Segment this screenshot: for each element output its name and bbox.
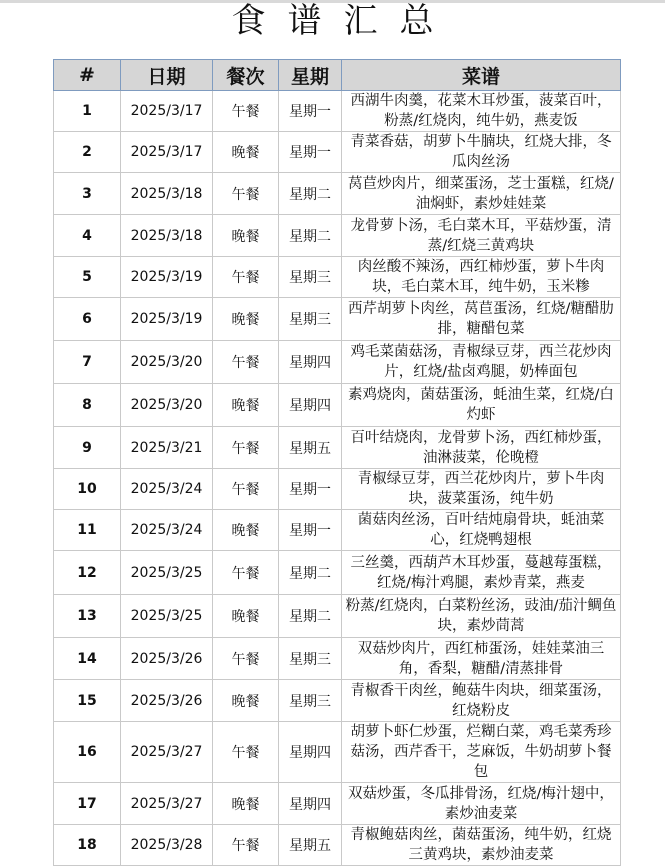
row-dishes: 双菇炒肉片，西红柿蛋汤，娃娃菜油三角，香梨，糖醋/清蒸排骨 — [342, 638, 621, 680]
row-meal: 午餐 — [213, 825, 279, 866]
row-dishes: 胡萝卜虾仁炒蛋，烂糊白菜，鸡毛菜秀珍菇汤，西芹香干，芝麻饭，牛奶胡萝卜餐包 — [342, 722, 621, 783]
row-weekday: 星期二 — [279, 173, 342, 215]
row-meal: 午餐 — [213, 427, 279, 469]
row-number: 8 — [54, 384, 121, 427]
table-row — [54, 427, 621, 469]
row-weekday: 星期四 — [279, 341, 342, 384]
header-row — [54, 60, 621, 91]
table-row — [54, 91, 621, 132]
row-dishes: 莴苣炒肉片，细菜蛋汤，芝士蛋糕，红烧/油焖虾，素炒娃娃菜 — [342, 173, 621, 215]
table-row — [54, 215, 621, 257]
row-weekday: 星期三 — [279, 298, 342, 341]
row-meal: 晚餐 — [213, 680, 279, 722]
row-number: 15 — [54, 680, 121, 722]
table-row — [54, 722, 621, 783]
row-dishes: 百叶结烧肉，龙骨萝卜汤，西红柿炒蛋，油淋菠菜，伦晚橙 — [342, 427, 621, 469]
row-meal: 晚餐 — [213, 384, 279, 427]
row-date: 2025/3/27 — [121, 783, 213, 825]
row-meal: 晚餐 — [213, 595, 279, 638]
row-meal: 晚餐 — [213, 215, 279, 257]
row-number: 14 — [54, 638, 121, 680]
row-dishes: 素鸡烧肉，菌菇蛋汤，蚝油生菜，红烧/白灼虾 — [342, 384, 621, 427]
row-number: 4 — [54, 215, 121, 257]
row-number: 18 — [54, 825, 121, 866]
row-date: 2025/3/27 — [121, 722, 213, 783]
row-number: 6 — [54, 298, 121, 341]
row-date: 2025/3/19 — [121, 298, 213, 341]
row-weekday: 星期五 — [279, 825, 342, 866]
row-dishes: 肉丝酸不辣汤，西红柿炒蛋，萝卜牛肉块，毛白菜木耳，纯牛奶，玉米糁 — [342, 257, 621, 298]
row-dishes: 菌菇肉丝汤，百叶结炖扇骨块，蚝油菜心，红烧鸭翅根 — [342, 510, 621, 551]
row-dishes: 三丝羹，西葫芦木耳炒蛋，蔓越莓蛋糕，红烧/梅汁鸡腿，素炒青菜，燕麦 — [342, 551, 621, 595]
table-row — [54, 825, 621, 866]
row-meal: 午餐 — [213, 469, 279, 510]
table-row — [54, 469, 621, 510]
row-meal: 午餐 — [213, 638, 279, 680]
page-title: 食谱汇总 — [231, 1, 456, 41]
row-date: 2025/3/28 — [121, 825, 213, 866]
table-row — [54, 341, 621, 384]
menu-table — [53, 59, 621, 866]
table-row — [54, 173, 621, 215]
row-date: 2025/3/24 — [121, 510, 213, 551]
row-date: 2025/3/17 — [121, 132, 213, 173]
row-date: 2025/3/26 — [121, 680, 213, 722]
row-number: 17 — [54, 783, 121, 825]
table-row — [54, 132, 621, 173]
row-number: 13 — [54, 595, 121, 638]
row-weekday: 星期三 — [279, 680, 342, 722]
row-date: 2025/3/18 — [121, 173, 213, 215]
row-weekday: 星期四 — [279, 783, 342, 825]
row-weekday: 星期四 — [279, 722, 342, 783]
row-weekday: 星期二 — [279, 215, 342, 257]
row-date: 2025/3/17 — [121, 91, 213, 132]
row-meal: 午餐 — [213, 91, 279, 132]
row-meal: 晚餐 — [213, 510, 279, 551]
row-weekday: 星期三 — [279, 638, 342, 680]
row-dishes: 双菇炒蛋，冬瓜排骨汤，红烧/梅汁翅中，素炒油麦菜 — [342, 783, 621, 825]
row-meal: 午餐 — [213, 257, 279, 298]
table-row — [54, 384, 621, 427]
row-dishes: 青椒香干肉丝，鲍菇牛肉块，细菜蛋汤，红烧粉皮 — [342, 680, 621, 722]
row-weekday: 星期二 — [279, 595, 342, 638]
row-weekday: 星期三 — [279, 257, 342, 298]
table-row — [54, 551, 621, 595]
row-weekday: 星期二 — [279, 551, 342, 595]
row-dishes: 粉蒸/红烧肉，白菜粉丝汤，豉油/茄汁鲷鱼块，素炒茼蒿 — [342, 595, 621, 638]
row-dishes: 鸡毛菜菌菇汤，青椒绿豆芽，西兰花炒肉片，红烧/盐卤鸡腿，奶棒面包 — [342, 341, 621, 384]
table-row — [54, 595, 621, 638]
header-num: # — [54, 60, 121, 91]
row-weekday: 星期一 — [279, 469, 342, 510]
table-row — [54, 257, 621, 298]
row-number: 1 — [54, 91, 121, 132]
row-date: 2025/3/25 — [121, 595, 213, 638]
header-dishes: 菜谱 — [342, 60, 621, 91]
row-meal: 午餐 — [213, 173, 279, 215]
row-number: 3 — [54, 173, 121, 215]
row-number: 2 — [54, 132, 121, 173]
table-row — [54, 680, 621, 722]
row-date: 2025/3/21 — [121, 427, 213, 469]
row-meal: 午餐 — [213, 551, 279, 595]
table-row — [54, 298, 621, 341]
row-meal: 午餐 — [213, 341, 279, 384]
row-date: 2025/3/25 — [121, 551, 213, 595]
header-meal: 餐次 — [213, 60, 279, 91]
row-dishes: 青菜香菇，胡萝卜牛腩块，红烧大排，冬瓜肉丝汤 — [342, 132, 621, 173]
row-dishes: 西湖牛肉羹，花菜木耳炒蛋，菠菜百叶，粉蒸/红烧肉，纯牛奶，燕麦饭 — [342, 91, 621, 132]
row-meal: 午餐 — [213, 722, 279, 783]
header-weekday: 星期 — [279, 60, 342, 91]
row-number: 5 — [54, 257, 121, 298]
row-number: 9 — [54, 427, 121, 469]
row-weekday: 星期一 — [279, 132, 342, 173]
row-date: 2025/3/26 — [121, 638, 213, 680]
table-body — [54, 91, 621, 866]
row-weekday: 星期四 — [279, 384, 342, 427]
table-row — [54, 510, 621, 551]
row-dishes: 青椒绿豆芽，西兰花炒肉片，萝卜牛肉块，菠菜蛋汤，纯牛奶 — [342, 469, 621, 510]
row-dishes: 龙骨萝卜汤，毛白菜木耳，平菇炒蛋，清蒸/红烧三黄鸡块 — [342, 215, 621, 257]
row-meal: 晚餐 — [213, 132, 279, 173]
table-row — [54, 783, 621, 825]
row-number: 16 — [54, 722, 121, 783]
row-number: 7 — [54, 341, 121, 384]
row-number: 11 — [54, 510, 121, 551]
row-date: 2025/3/24 — [121, 469, 213, 510]
row-date: 2025/3/19 — [121, 257, 213, 298]
row-weekday: 星期五 — [279, 427, 342, 469]
row-weekday: 星期一 — [279, 91, 342, 132]
row-date: 2025/3/18 — [121, 215, 213, 257]
row-date: 2025/3/20 — [121, 341, 213, 384]
header-date: 日期 — [121, 60, 213, 91]
row-date: 2025/3/20 — [121, 384, 213, 427]
row-number: 12 — [54, 551, 121, 595]
row-meal: 晚餐 — [213, 298, 279, 341]
table-row — [54, 638, 621, 680]
row-weekday: 星期一 — [279, 510, 342, 551]
row-meal: 晚餐 — [213, 783, 279, 825]
row-dishes: 西芹胡萝卜肉丝，莴苣蛋汤，红烧/糖醋肋排，糖醋包菜 — [342, 298, 621, 341]
row-dishes: 青椒鲍菇肉丝，菌菇蛋汤，纯牛奶，红烧三黄鸡块，素炒油麦菜 — [342, 825, 621, 866]
row-number: 10 — [54, 469, 121, 510]
